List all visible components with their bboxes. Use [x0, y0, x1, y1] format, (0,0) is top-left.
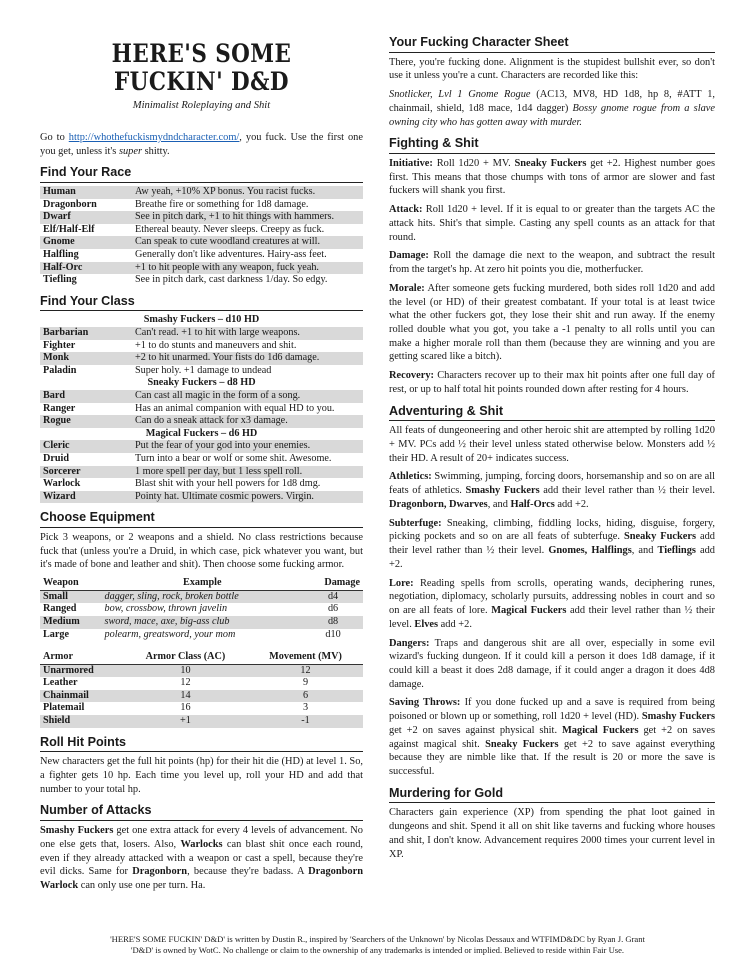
class-group-title: Sneaky Fuckers – d8 HD [147, 377, 256, 389]
attack-rule: Attack: Roll 1d20 + level. If it is equal to or greater than the targets AC the attack hits. Shit's that simple. Casting any spell counts as an attack for that round. [389, 204, 715, 243]
class-name: Barbarian [40, 327, 132, 340]
class-description: Blast shit with your hell powers for 1d8 dmg. [135, 478, 321, 490]
race-name: Human [40, 186, 132, 199]
weapon-example: polearm, greatsword, your mom [104, 628, 236, 640]
footer-credit: 'HERE'S SOME FUCKIN' D&D' is written by Dustin R., inspired by 'Searchers of the Unknown' by Nicolas Dessaux and WTFIMD&DC by Ryan J. Grant [110, 934, 645, 944]
weapon-size: Small [40, 590, 102, 603]
armor-ac: 16 [180, 702, 191, 714]
race-row [40, 262, 363, 275]
sheet-heading: Your Fucking Character Sheet [389, 34, 715, 53]
race-table [40, 186, 363, 287]
class-name: Bard [40, 390, 132, 403]
intro-paragraph: Go to http://whothefuckismydndcharacter.com/, you fuck. Use the first one you get, unless it's super shitty. [40, 131, 363, 157]
weapon-row [40, 590, 363, 603]
armor-name: Platemail [43, 702, 85, 714]
race-description: See in pitch dark, +1 to hit things with hammers. [132, 211, 363, 224]
race-row [40, 224, 363, 237]
class-row [40, 440, 363, 453]
weapon-size: Ranged [43, 603, 77, 615]
right-column [389, 34, 715, 866]
attacks-text: Smashy Fuckers get one extra attack for every 4 levels of advancement. No one else gets that, losers. Also, Warlocks can blast shit once each round, even if they already attacked with a weapon or cast a spell, because they're evil dicks. Same for Dragonborn, because they're badass. A Dragonborn Warlock can only use one per turn. Ha. [40, 825, 364, 892]
race-row [40, 186, 363, 199]
race-row [40, 236, 363, 249]
armor-mv: 12 [248, 664, 363, 677]
class-group-header [40, 314, 363, 327]
class-name: Warlock [43, 478, 81, 490]
class-row [40, 491, 363, 504]
mv-col-header: Movement (MV) [248, 651, 363, 664]
class-description: Turn into a bear or wolf or some shit. Awesome. [135, 452, 332, 464]
weapon-example: bow, crossbow, thrown javelin [104, 603, 228, 615]
class-name: Wizard [40, 491, 132, 504]
adventuring-heading: Adventuring & Shit [389, 403, 715, 422]
armor-table [40, 651, 363, 728]
class-description: Super holy. +1 damage to undead [135, 364, 272, 376]
morale-rule: Morale: After someone gets fucking murdered, both sides roll 1d20 and add the level (or HD) of their greatest combatant. If your total is at least twice what the other fuckers got, they lose their shit and run away. If the enemy rolled double what you got, you take a -1 penalty to all rolls until you can make a higher morale roll than them (because they are winning and you are getting scared like a bitch). [389, 282, 715, 363]
gold-text: Characters gain experience (XP) from spending the phat loot gained in dungeons and shit. Spend it all on shit like taverns and fucking whore houses and shit, I don't know. Advancement requires 2000 times your current level in XP. [389, 807, 715, 860]
armor-mv: 6 [248, 690, 363, 703]
weapon-damage: d6 [327, 603, 339, 615]
damage-col-header: Damage [303, 577, 363, 590]
class-row [40, 453, 363, 466]
race-row [40, 249, 363, 262]
weapon-damage: d4 [303, 590, 363, 603]
armor-ac: 12 [180, 677, 191, 689]
class-name: Sorcerer [40, 466, 132, 479]
class-row [40, 478, 363, 491]
sheet-example: Snotlicker, Lvl 1 Gnome Rogue (AC13, MV8, HD 1d8, hp 8, #ATT 1, chainmail, shield, 1d8 mace, 1d4 dagger) Bossy gnome rogue from a slave owning city who has gotten away with murder. [389, 89, 715, 128]
race-description: Can speak to cute woodland creatures at will. [132, 236, 363, 249]
race-description: +1 to hit people with any weapon, fuck yeah. [132, 262, 363, 275]
armor-mv: 9 [302, 677, 309, 689]
race-heading: Find Your Race [40, 164, 363, 183]
class-description: +2 to hit unarmed. Your fists do 1d6 damage. [132, 352, 363, 365]
weapon-col-header: Weapon [40, 577, 102, 590]
class-group-title: Smashy Fuckers – d10 HD [143, 314, 260, 326]
sheet-text: There, you're fucking done. Alignment is the stupidest bullshit ever, so don't use it unless you're a cunt. Characters are recorded like this: [389, 56, 715, 82]
equipment-heading: Choose Equipment [40, 509, 363, 528]
hp-text: New characters get the full hit points (hp) for their hit die (HD) at level 1. So, a fighter gets 10 hp. Each time you level up, roll your HD and add that number to your total hp. [40, 756, 363, 795]
class-description: Can cast all magic in the form of a song. [132, 390, 363, 403]
armor-row [40, 664, 363, 677]
footer [40, 934, 715, 955]
left-column [40, 34, 363, 898]
armor-ac: 14 [123, 690, 248, 703]
class-row [40, 415, 363, 428]
class-group-header [40, 377, 363, 390]
class-description: +1 to do stunts and maneuvers and shit. [135, 339, 297, 351]
race-row [40, 199, 363, 212]
class-name: Druid [43, 452, 70, 464]
race-description: Breathe fire or something for 1d8 damage. [135, 198, 309, 210]
initiative-rule: Initiative: Roll 1d20 + MV. Sneaky Fuckers get +2. Highest number goes first. This means that those chumps with tons of armor are slower and fast fuckers will shank you first. [389, 157, 715, 197]
race-row [40, 211, 363, 224]
weapon-size: Large [43, 628, 70, 640]
class-name: Rogue [40, 415, 132, 428]
athletics-rule: Athletics: Swimming, jumping, forcing doors, horsemanship and so on are all feats of athletics. Smashy Fuckers add their level rather than ½ their level. Dragonborn, Dwarves, and Half-Orcs add +2. [389, 471, 715, 510]
class-row [40, 352, 363, 365]
armor-row [40, 702, 363, 715]
race-name: Gnome [40, 236, 132, 249]
race-name: Elf/Half-Elf [43, 223, 95, 235]
race-row [40, 274, 363, 287]
class-row [40, 403, 363, 416]
weapon-table [40, 577, 363, 641]
armor-ac: 10 [123, 664, 248, 677]
weapon-damage: d10 [325, 628, 341, 640]
class-row [40, 340, 363, 353]
armor-name: Unarmored [40, 664, 123, 677]
class-group-title: Magical Fuckers – d6 HD [145, 427, 258, 439]
class-name: Cleric [40, 440, 132, 453]
dangers-rule: Dangers: Traps and dangerous shit are all over, especially in some evil wizard's fucking dungeon. If it could kill a person it does 1d8 damage, if it could kill a beast it does 2d8 damage, if it could anger a dragon it does 4d8 damage. [389, 637, 715, 690]
class-description: Pointy hat. Ultimate cosmic powers. Virgin. [132, 491, 363, 504]
class-description: 1 more spell per day, but 1 less spell roll. [132, 466, 363, 479]
race-name: Tiefling [43, 274, 77, 286]
armor-mv: 3 [302, 702, 309, 714]
class-row [40, 327, 363, 340]
race-name: Dragonborn [43, 198, 97, 210]
page-subtitle: Minimalist Roleplaying and Shit [132, 100, 271, 111]
class-description: Can do a sneak attack for x3 damage. [132, 415, 363, 428]
attacks-heading: Number of Attacks [40, 802, 363, 821]
class-name: Monk [40, 352, 132, 365]
class-row [40, 466, 363, 479]
class-name: Ranger [43, 402, 76, 414]
gold-heading: Murdering for Gold [389, 785, 715, 804]
weapon-example: sword, mace, axe, big-ass club [102, 616, 304, 629]
character-generator-link[interactable]: http://whothefuckismydndcharacter.com/ [68, 131, 240, 143]
damage-rule: Damage: Roll the damage die next to the weapon, and subtract the result from the target's hp. At zero hit points you die, motherfucker. [389, 250, 715, 276]
fighting-heading: Fighting & Shit [389, 135, 715, 154]
adventuring-text: All feats of dungeoneering and other heroic shit are attempted by rolling 1d20 + MV. PCs add ½ their level unless stated otherwise below. Monsters add ½ their HD. A result of 20+ indicates success. [389, 425, 715, 464]
class-description: Can't read. +1 to hit with large weapons. [132, 327, 363, 340]
race-description: Aw yeah, +10% XP bonus. You racist fucks. [132, 186, 363, 199]
weapon-row [40, 616, 363, 629]
armor-name: Leather [43, 677, 78, 689]
recovery-rule: Recovery: Characters recover up to their max hit points after one full day of rest, or up to half total hit points rounded down after resting for 4 hours. [389, 370, 715, 395]
weapon-size: Medium [40, 616, 102, 629]
footer-disclaimer: 'D&D' is owned by WotC. No challenge or claim to the ownership of any trademarks is intended or implied. Believed to reside within Fair Use. [130, 944, 625, 955]
class-row [40, 390, 363, 403]
class-description: Has an animal companion with equal HD to you. [135, 402, 335, 414]
class-table [40, 314, 363, 503]
example-col-header: Example [102, 577, 304, 590]
armor-name: Chainmail [40, 690, 123, 703]
class-description: Put the fear of your god into your enemies. [132, 440, 363, 453]
armor-row [40, 677, 363, 690]
race-description: Generally don't like adventures. Hairy-ass feet. [135, 249, 327, 261]
race-name: Dwarf [40, 211, 132, 224]
armor-col-header: Armor [40, 651, 123, 664]
ac-col-header: Armor Class (AC) [123, 651, 248, 664]
race-name: Halfling [43, 249, 79, 261]
race-description: See in pitch dark, cast darkness 1/day. So edgy. [135, 274, 328, 286]
hp-heading: Roll Hit Points [40, 734, 363, 753]
armor-ac: +1 [123, 715, 248, 728]
race-name: Half-Orc [40, 262, 132, 275]
class-name: Paladin [43, 364, 77, 376]
armor-row [40, 690, 363, 703]
subterfuge-rule: Subterfuge: Sneaking, climbing, fiddling locks, hiding, disguise, forgery, picking pockets and so on are all feats of subterfuge. Sneaky Fuckers add their level rather than ½ their level. Gnomes, Halflings, and Tieflings add +2. [389, 517, 716, 570]
weapon-example: dagger, sling, rock, broken bottle [102, 590, 304, 603]
armor-row [40, 715, 363, 728]
class-heading: Find Your Class [40, 293, 363, 312]
saving-throws-rule: Saving Throws: If you done fucked up and a save is required from being poisoned or blown up or something, roll 1d20 + level (HD). Smashy Fuckers get +2 on saves against physical shit. Magical Fuckers get +2 on saves against magical shit. Sneaky Fuckers get +2 to save against everything because they are nimble like that. If the result is 20 or more the save is successful. [389, 697, 715, 778]
armor-name: Shield [40, 715, 123, 728]
class-row [40, 365, 363, 378]
weapon-damage: d8 [303, 616, 363, 629]
lore-rule: Lore: Reading spells from scrolls, operating wands, deciphering runes, negotiation, diplomacy, scholarly pursuits, addressing nobles in court and so on are all feats of lore. Magical Fuckers add their level rather than ½ their level. Elves add +2. [389, 577, 715, 630]
equipment-text: Pick 3 weapons, or 2 weapons and a shield. No class restrictions because fuck that (unless you're a Druid, in which case, pick whatever you want, but it's made of bone and leather and shit). Then choose some fucking armor. [40, 531, 363, 571]
class-group-header [40, 428, 363, 441]
weapon-row [40, 629, 363, 642]
weapon-row [40, 603, 363, 616]
race-description: Ethereal beauty. Never sleeps. Creepy as fuck. [135, 223, 325, 235]
page-title: HERE'S SOME FUCKIN' D&D [111, 39, 292, 96]
armor-mv: -1 [248, 715, 363, 728]
class-name: Fighter [43, 339, 76, 351]
